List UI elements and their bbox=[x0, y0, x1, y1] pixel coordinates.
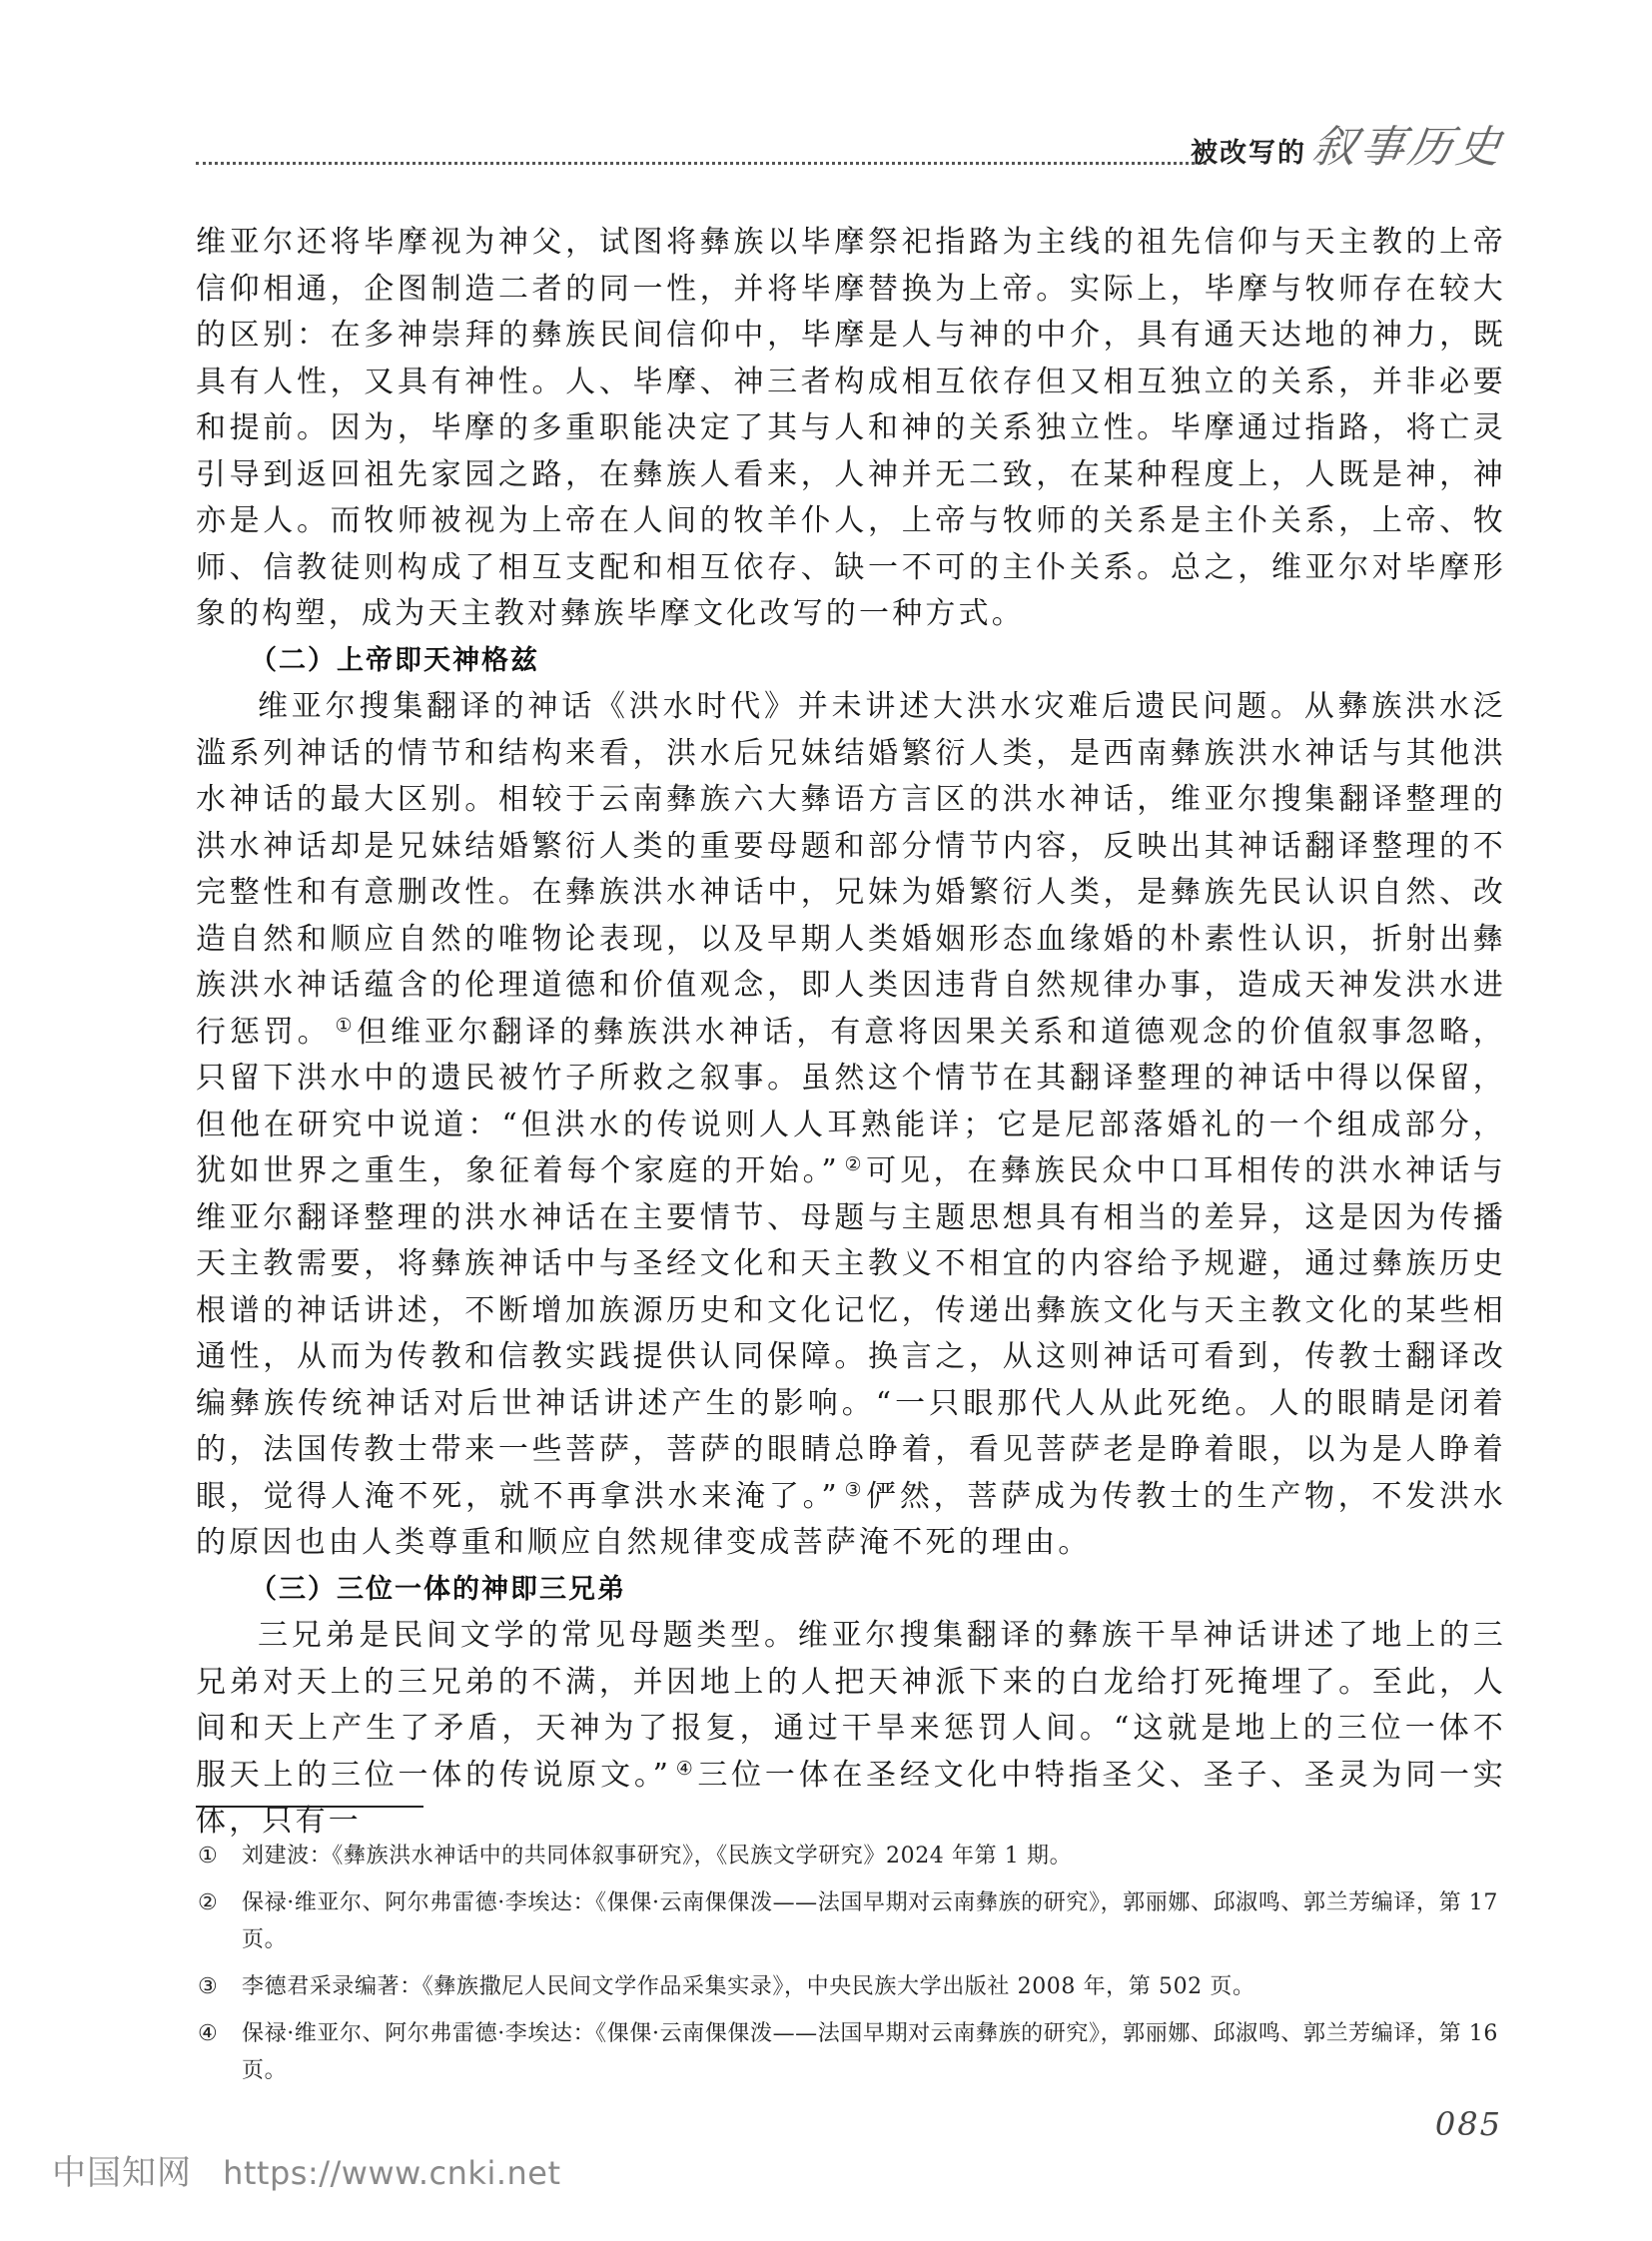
header-title bbox=[1191, 118, 1508, 173]
footnote-ref-2[interactable]: ② bbox=[843, 1153, 863, 1175]
footnote-ref-1[interactable]: ① bbox=[335, 1014, 354, 1037]
page-number: 085 bbox=[1434, 2105, 1502, 2143]
footnote-ref-3[interactable]: ③ bbox=[843, 1478, 863, 1501]
footnote-3-mark: ③ bbox=[198, 1974, 219, 1999]
cnki-watermark bbox=[52, 2145, 561, 2194]
paragraph-3 bbox=[196, 1613, 1506, 1846]
footnote-1-text: 刘建波：《彝族洪水神话中的共同体叙事研究》，《民族文学研究》2024 年第 1 期。 bbox=[242, 1844, 1073, 1868]
paragraph-2-part-d: 俨然，菩萨成为传教士的生产物，不发洪水的原因也由人类尊重和顺应自然规律变成菩萨淹不死的理由。 bbox=[196, 1478, 1506, 1560]
header-title-part1: 被改写的 bbox=[1191, 138, 1306, 169]
header-dotted-rule bbox=[196, 162, 1207, 165]
paragraph-2-part-c: 可见，在彝族民众中口耳相传的洪水神话与维亚尔翻译整理的洪水神话在主要情节、母题与主题思想具有相当的差异，这是因为传播天主教需要，将彝族神话中与圣经文化和天主教义不相宜的内容给予规避，通过彝族历史根谱的神话讲述，不断增加族源历史和文化记忆，传递出彝族文化与天主教文化的某些相通性，从而为传教和信教实践提供认同保障。换言之，从这则神话可看到，传教士翻译改编彝族传统神话对后世神话讲述产生的影响。“一只眼那代人从此死绝。人的眼睛是闭着的，法国传教士带来一些菩萨，菩萨的眼睛总睁着，看见菩萨老是睁着眼，以为是人睁着眼，觉得人淹不死，就不再拿洪水来淹了。” bbox=[196, 1153, 1506, 1514]
paragraph-3-part-b: 三位一体在圣经文化中特指圣父、圣子、圣灵为同一实体，只有一 bbox=[196, 1757, 1506, 1839]
footnote-2 bbox=[196, 1884, 1506, 1958]
footnote-1-mark: ① bbox=[198, 1844, 219, 1868]
running-header bbox=[196, 118, 1508, 173]
footnote-2-mark: ② bbox=[198, 1890, 219, 1915]
paragraph-2-part-a: 维亚尔搜集翻译的神话《洪水时代》并未讲述大洪水灾难后遗民问题。从彝族洪水泛滥系列神话的情节和结构来看，洪水后兄妹结婚繁衍人类，是西南彝族洪水神话与其他洪水神话的最大区别。相较于云南彝族六大彝语方言区的洪水神话，维亚尔搜集翻译整理的洪水神话却是兄妹结婚繁衍人类的重要母题和部分情节内容，反映出其神话翻译整理的不完整性和有意删改性。在彝族洪水神话中，兄妹为婚繁衍人类，是彝族先民认识自然、改造自然和顺应自然的唯物论表现，以及早期人类婚姻形态血缘婚的朴素性认识，折射出彝族洪水神话蕴含的伦理道德和价值观念，即人类因违背自然规律办事，造成天神发洪水进行惩罚。 bbox=[196, 689, 1506, 1050]
footnotes bbox=[196, 1838, 1506, 2099]
header-title-part2: 叙事历史 bbox=[1308, 122, 1508, 173]
main-text bbox=[196, 220, 1506, 1846]
section-heading-2: （二）上帝即天神格兹 bbox=[250, 644, 539, 676]
footnote-2-text: 保禄·维亚尔、阿尔弗雷德·李埃达：《倮倮·云南倮倮泼——法国早期对云南彝族的研究》，郭丽娜、邱淑鸣、郭兰芳编译，第 17 页。 bbox=[242, 1890, 1498, 1952]
footnote-3 bbox=[196, 1968, 1506, 2005]
footnote-3-text: 李德君采录编著：《彝族撒尼人民间文学作品采集实录》，中央民族大学出版社 2008 年，第 502 页。 bbox=[242, 1974, 1255, 1999]
footnote-1 bbox=[196, 1838, 1506, 1874]
paragraph-3-part-a: 三兄弟是民间文学的常见母题类型。维亚尔搜集翻译的彝族干旱神话讲述了地上的三兄弟对天上的三兄弟的不满，并因地上的人把天神派下来的白龙给打死掩埋了。至此，人间和天上产生了矛盾，天神为了报复，通过干旱来惩罚人间。“这就是地上的三位一体不服天上的三位一体的传说原文。” bbox=[196, 1618, 1506, 1793]
paragraph-2-part-b: 但维亚尔翻译的彝族洪水神话，有意将因果关系和道德观念的价值叙事忽略，只留下洪水中的遗民被竹子所救之叙事。虽然这个情节在其翻译整理的神话中得以保留，但他在研究中说道：“但洪水的传说则人人耳熟能详；它是尼部落婚礼的一个组成部分，犹如世界之重生，象征着每个家庭的开始。” bbox=[196, 1014, 1506, 1188]
section-heading-3: （三）三位一体的神即三兄弟 bbox=[250, 1573, 626, 1605]
paragraph-1: 维亚尔还将毕摩视为神父，试图将彝族以毕摩祭祀指路为主线的祖先信仰与天主教的上帝信仰相通，企图制造二者的同一性，并将毕摩替换为上帝。实际上，毕摩与牧师存在较大的区别：在多神崇拜的彝族民间信仰中，毕摩是人与神的中介，具有通天达地的神力，既具有人性，又具有神性。人、毕摩、神三者构成相互依存但又相互独立的关系，并非必要和提前。因为，毕摩的多重职能决定了其与人和神的关系独立性。毕摩通过指路，将亡灵引导到返回祖先家园之路，在彝族人看来，人神并无二致，在某种程度上，人既是神，神亦是人。而牧师被视为上帝在人间的牧羊仆人，上帝与牧师的关系是主仆关系，上帝、牧师、信教徒则构成了相互支配和相互依存、缺一不可的主仆关系。总之，维亚尔对毕摩形象的构塑，成为天主教对彝族毕摩文化改写的一种方式。 bbox=[196, 225, 1506, 631]
watermark-url[interactable]: https://www.cnki.net bbox=[223, 2154, 561, 2192]
paragraph-2 bbox=[196, 684, 1506, 1567]
footnote-4 bbox=[196, 2015, 1506, 2089]
footnote-4-mark: ④ bbox=[198, 2021, 219, 2046]
footnote-4-text: 保禄·维亚尔、阿尔弗雷德·李埃达：《倮倮·云南倮倮泼——法国早期对云南彝族的研究》，郭丽娜、邱淑鸣、郭兰芳编译，第 16 页。 bbox=[242, 2021, 1498, 2083]
watermark-site-name: 中国知网 bbox=[52, 2153, 192, 2193]
footnote-rule bbox=[196, 1806, 423, 1808]
footnote-ref-4[interactable]: ④ bbox=[675, 1757, 694, 1780]
